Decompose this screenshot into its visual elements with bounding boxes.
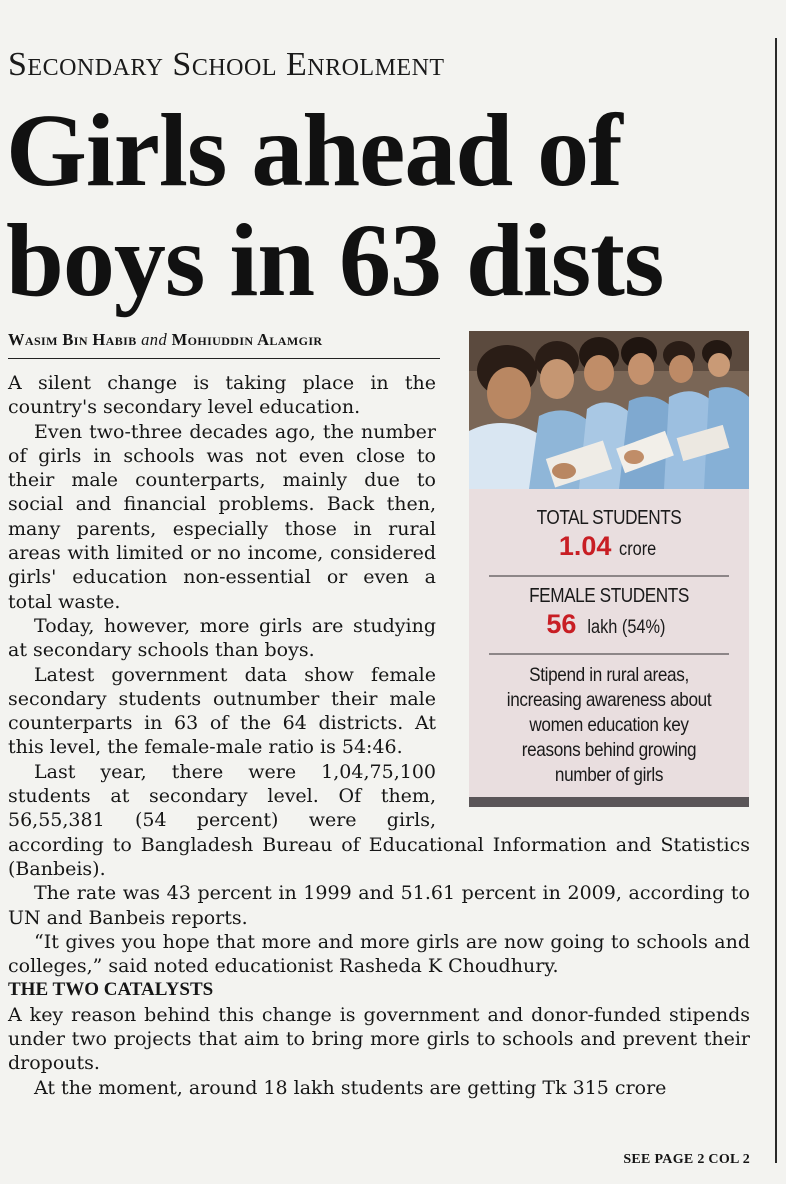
paragraph: A silent change is taking place in the country's secondary level education.: [8, 372, 436, 419]
byline-conjunction: and: [141, 330, 168, 349]
total-students-unit: crore: [618, 539, 657, 560]
byline-author-1: Wasim Bin Habib: [8, 330, 137, 349]
headline-line-2: boys in 63 dists: [6, 203, 664, 318]
subhead: THE TWO CATALYSTS: [8, 979, 214, 1001]
byline: [8, 330, 440, 359]
paragraph: Latest government data show female secondary students outnumber their male counterparts in 63 of the 64 districts. At this level, the female-male ratio is 54:46.: [8, 663, 436, 759]
headline: [6, 93, 776, 318]
article-body: [8, 371, 750, 1100]
headline-line-1: Girls ahead of: [6, 93, 622, 208]
paragraph: “It gives you hope that more and more girls are now going to schools and colleges,” said noted educationist Rasheda K Choudhury.: [8, 930, 750, 978]
paragraph: The rate was 43 percent in 1999 and 51.61 percent in 2009, according to UN and Banbeis reports.: [8, 882, 750, 929]
paragraph: Last year, there were 1,04,75,100 students at secondary level. Of them, 56,55,381 (54 percent) were girls, according to Bangladesh Bureau of Educational Information and Statistics (Banbeis).: [8, 760, 750, 880]
float-spacer: [436, 371, 750, 817]
female-students-label: FEMALE STUDENTS: [529, 585, 689, 607]
jump-line: SEE PAGE 2 COL 2: [623, 1152, 750, 1167]
paragraph: A key reason behind this change is government and donor-funded stipends under two projects that aim to bring more girls to schools and prevent their dropouts.: [8, 1003, 750, 1075]
female-students-unit: lakh (54%): [587, 617, 666, 638]
paragraph: Even two-three decades ago, the number of girls in schools was not even close to their male counterparts, mainly due to social and financial problems. Back then, many parents, especially those in rural areas with limited or no income, considered girls' education non-essential or even a total waste.: [8, 420, 436, 613]
fact-note: Stipend in rural areas, increasing awareness about women education key reasons behind growing number of girls: [506, 664, 712, 786]
total-students-label: TOTAL STUDENTS: [536, 507, 682, 529]
byline-author-2: Mohiuddin Alamgir: [171, 330, 323, 349]
kicker: Secondary School Enrolment: [8, 46, 445, 83]
female-students-number: 56: [546, 609, 577, 639]
total-students-number: 1.04: [558, 531, 612, 561]
paragraph: At the moment, around 18 lakh students are getting Tk 315 crore: [34, 1076, 667, 1099]
paragraph: Today, however, more girls are studying at secondary schools than boys.: [8, 614, 436, 662]
